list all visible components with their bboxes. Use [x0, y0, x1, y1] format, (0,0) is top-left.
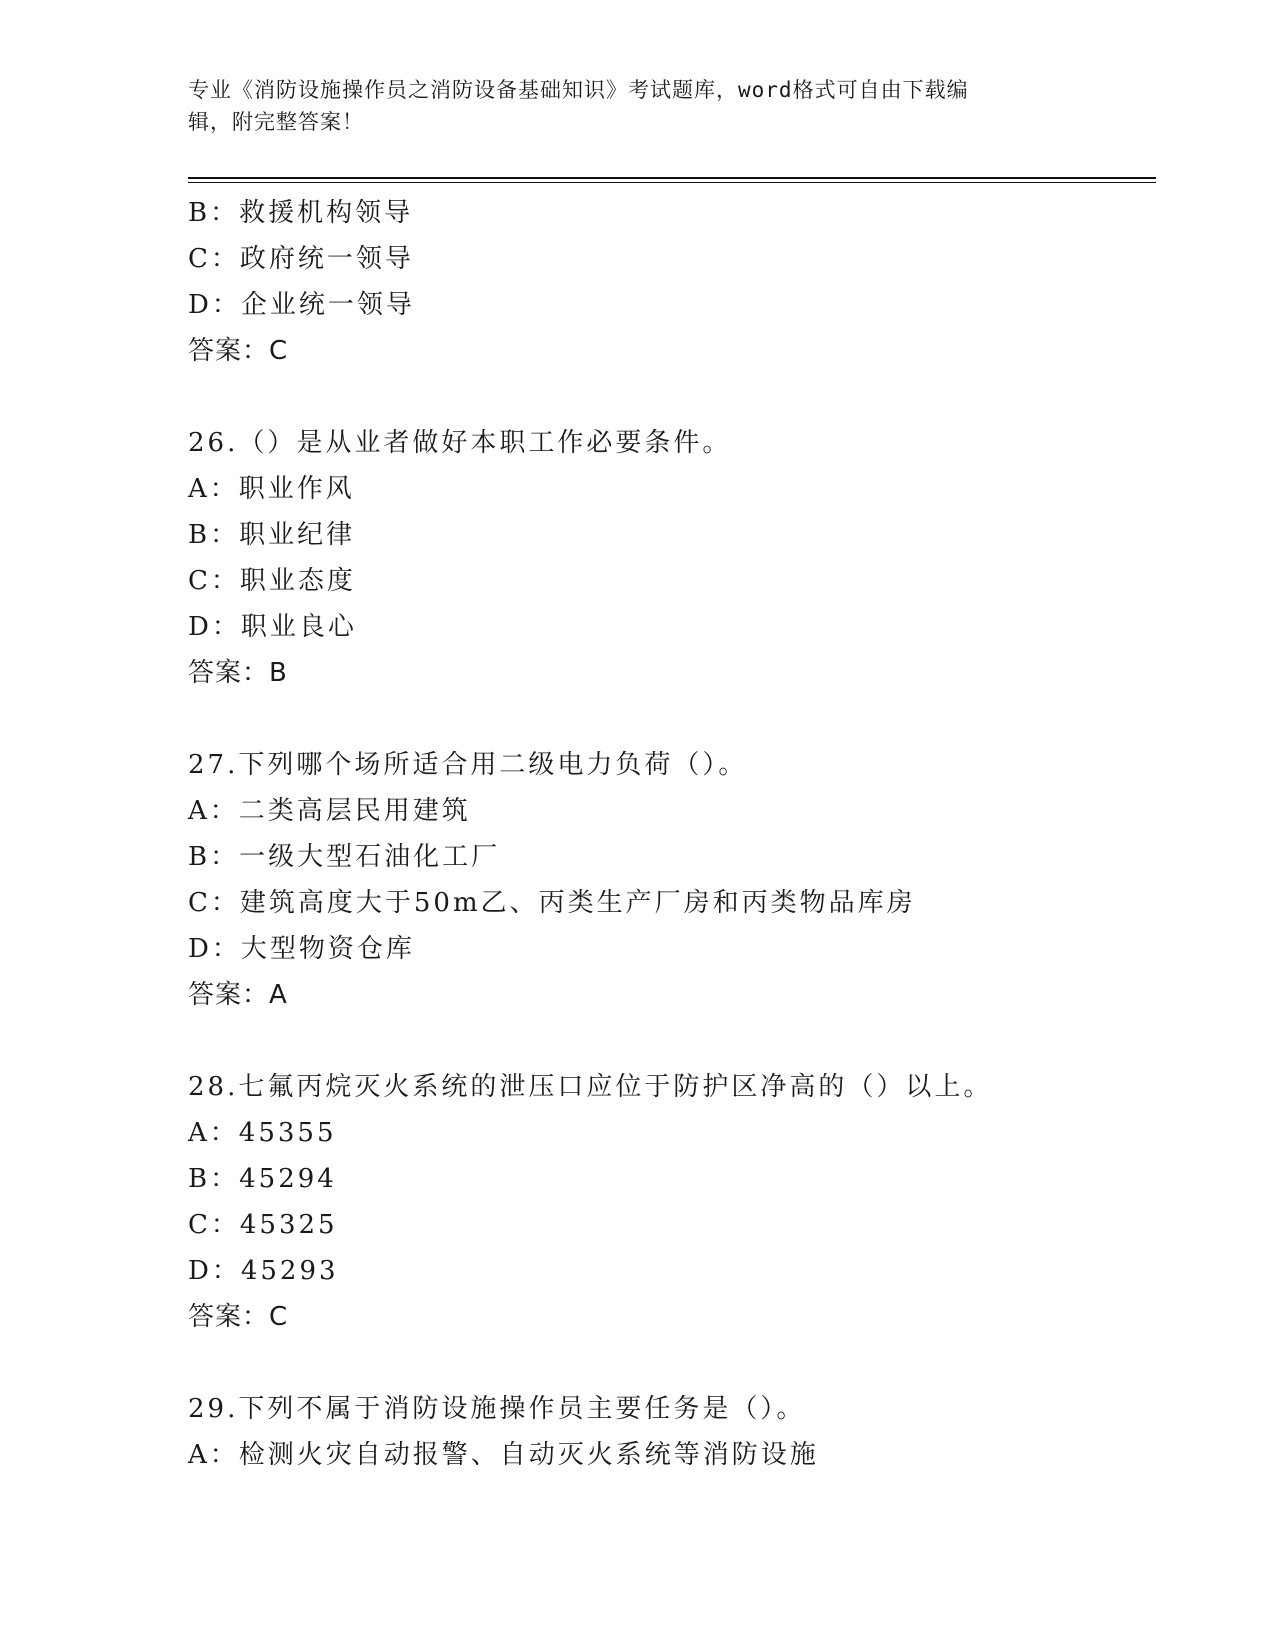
spacer: [188, 374, 1156, 420]
question-stem: 26.（）是从业者做好本职工作必要条件。: [188, 428, 732, 458]
option-d: D：企业统一领导: [188, 290, 415, 320]
answer-line: 答案：C: [188, 336, 289, 366]
question-28: [188, 1064, 1156, 1340]
option-d: D：职业良心: [188, 612, 357, 642]
header-line-1: 专业《消防设施操作员之消防设备基础知识》考试题库，word格式可自由下载编: [188, 78, 969, 102]
option-c: C：45325: [188, 1210, 338, 1240]
option-b: B：职业纪律: [188, 520, 356, 550]
answer-line: 答案：B: [188, 658, 288, 688]
option-c: C：政府统一领导: [188, 244, 414, 274]
option-c: C：职业态度: [188, 566, 356, 596]
question-26: [188, 420, 1156, 696]
question-25-continued: [188, 190, 1156, 374]
spacer: [188, 1340, 1156, 1386]
header-divider-thick: [188, 177, 1156, 179]
header-divider-thin: [188, 182, 1156, 183]
option-d: D：45293: [188, 1256, 339, 1286]
option-a: A：检测火灾自动报警、自动灭火系统等消防设施: [188, 1440, 819, 1470]
spacer: [188, 1018, 1156, 1064]
option-d: D：大型物资仓库: [188, 934, 415, 964]
option-b: B：一级大型石油化工厂: [188, 842, 501, 872]
option-a: A：45355: [188, 1118, 337, 1148]
question-29: [188, 1386, 1156, 1478]
header-line-2: 辑，附完整答案！: [188, 110, 364, 134]
answer-line: 答案：A: [188, 980, 288, 1010]
question-list: [188, 190, 1156, 1478]
spacer: [188, 696, 1156, 742]
question-stem: 29.下列不属于消防设施操作员主要任务是（）。: [188, 1394, 806, 1424]
option-b: B：45294: [188, 1164, 337, 1194]
question-27: [188, 742, 1156, 1018]
answer-line: 答案：C: [188, 1302, 289, 1332]
question-stem: 28.七氟丙烷灭火系统的泄压口应位于防护区净高的（）以上。: [188, 1072, 993, 1102]
document-header: [188, 74, 1068, 138]
option-b: B：救援机构领导: [188, 198, 414, 228]
option-a: A：二类高层民用建筑: [188, 796, 471, 826]
question-stem: 27.下列哪个场所适合用二级电力负荷（）。: [188, 750, 748, 780]
option-c: C：建筑高度大于50m乙、丙类生产厂房和丙类物品库房: [188, 888, 916, 918]
option-a: A：职业作风: [188, 474, 355, 504]
